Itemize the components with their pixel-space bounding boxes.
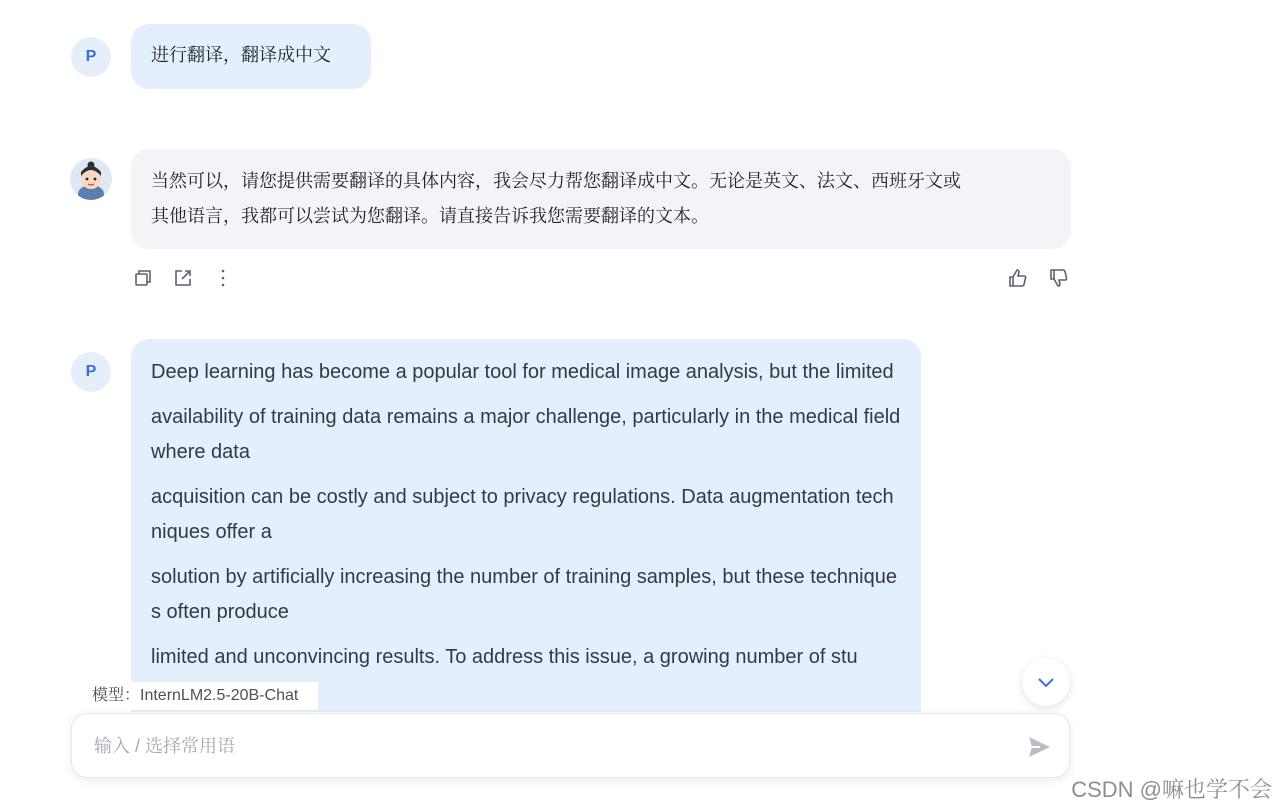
scroll-down-button[interactable] — [1022, 658, 1070, 706]
user-avatar — [71, 352, 111, 392]
avatar-letter: P — [85, 363, 97, 380]
assistant-message-line-2: 其他语言，我都可以尝试为您翻译。请直接告诉我您需要翻译的文本。 — [151, 206, 709, 227]
chevron-down-icon — [1035, 671, 1057, 693]
user-paragraph: availability of training data remains a major challenge, particularly in the medical field where data — [151, 406, 901, 463]
assistant-message-line-1: 当然可以，请您提供需要翻译的具体内容，我会尽力帮您翻译成中文。无论是英文、法文、西班牙文或 — [151, 171, 961, 192]
user-paragraph: acquisition can be costly and subject to privacy regulations. Data augmentation techniques offer a — [151, 486, 894, 543]
chat-input-box — [71, 713, 1070, 778]
send-icon — [1026, 734, 1052, 760]
user-paragraph: limited and unconvincing results. To address this issue, a growing number of stu — [151, 646, 858, 668]
send-button[interactable] — [1024, 732, 1054, 762]
copy-icon[interactable] — [131, 266, 155, 290]
user-paragraph: solution by artificially increasing the number of training samples, but these techniques often produce — [151, 566, 897, 623]
user-paragraph: Deep learning has become a popular tool for medical image analysis, but the limited — [151, 361, 894, 383]
more-icon[interactable] — [211, 266, 235, 290]
model-label: 模型：InternLM2.5-20B-Chat — [86, 682, 318, 710]
user-message-bubble — [131, 24, 371, 89]
assistant-message-bubble — [131, 149, 1071, 249]
chat-input[interactable] — [92, 714, 996, 779]
assistant-avatar-icon — [70, 158, 112, 200]
thumbs-down-icon[interactable] — [1047, 266, 1071, 290]
user-avatar — [71, 37, 111, 77]
csdn-watermark: CSDN @嘛也学不会 — [1071, 777, 1272, 802]
assistant-avatar — [70, 158, 112, 200]
user-message-text: 进行翻译，翻译成中文 — [151, 45, 331, 66]
thumbs-up-icon[interactable] — [1006, 266, 1030, 290]
share-icon[interactable] — [171, 266, 195, 290]
avatar-letter: P — [85, 48, 97, 65]
user-message-bubble-long — [131, 339, 921, 739]
